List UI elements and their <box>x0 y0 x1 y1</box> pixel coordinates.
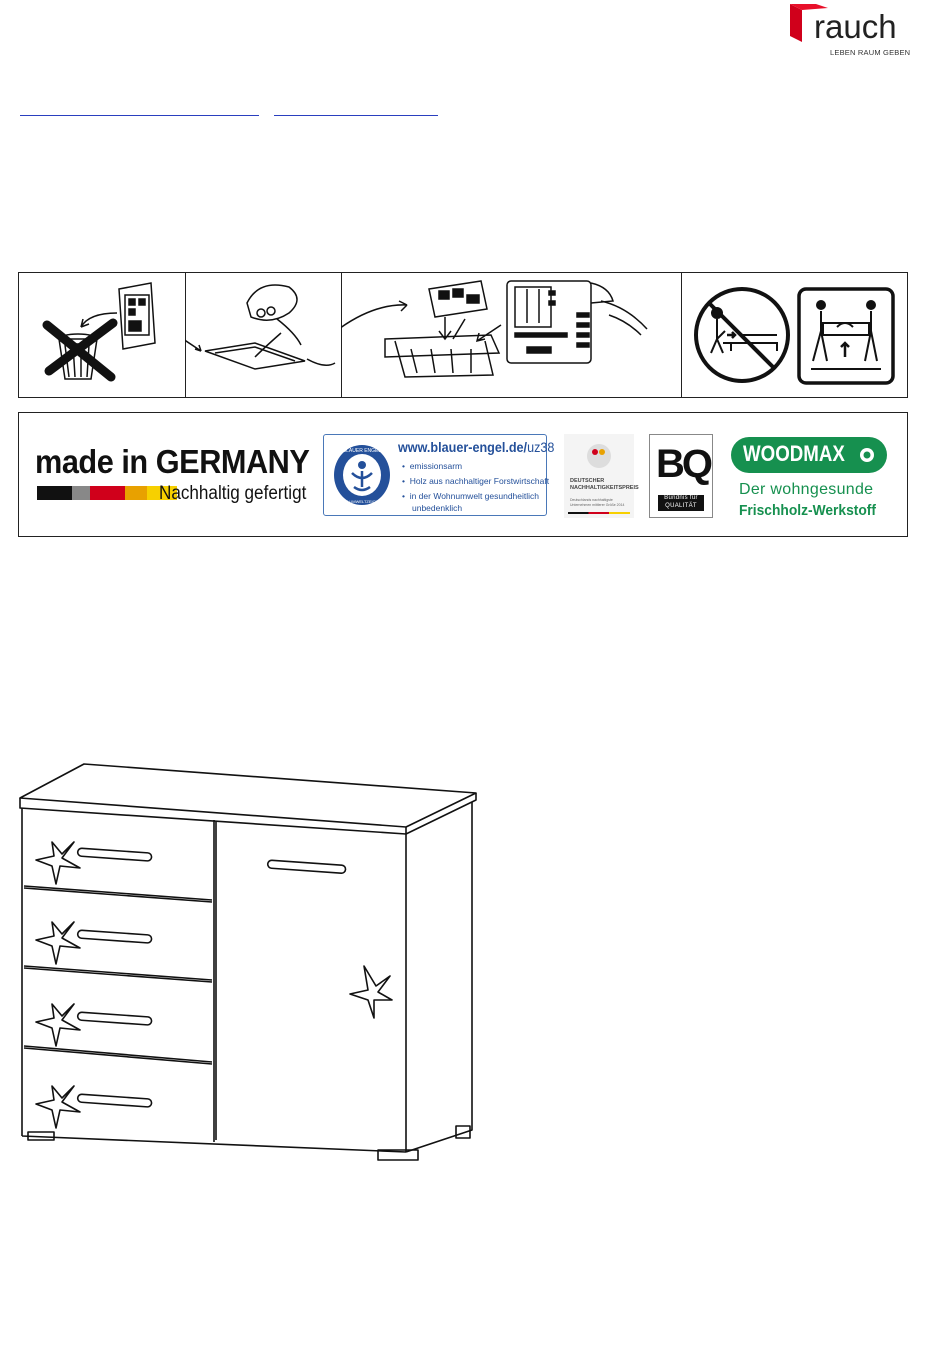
panel-keep-parts <box>341 273 682 397</box>
star-decoration <box>36 1004 80 1046</box>
woodmax-line2: Frischholz-Werkstoff <box>739 502 876 519</box>
hyperlink-2[interactable] <box>274 115 438 116</box>
drawer-handle <box>77 1012 151 1025</box>
no-push-lift-icon <box>681 273 907 397</box>
title-line: NACHHALTIGKEITSPREIS <box>570 484 639 491</box>
certifications-panel <box>18 412 908 537</box>
star-decoration <box>36 842 80 884</box>
woodmax-logo <box>731 437 887 473</box>
mini-flag <box>568 512 630 514</box>
bq-badge <box>649 434 713 518</box>
bq-caption <box>658 495 704 511</box>
blauer-engel-item: • emissionsarm <box>402 461 463 471</box>
made-in-germany-title: made in GERMANY <box>35 443 310 480</box>
woodmax-gear-icon <box>857 445 877 465</box>
panel-read-instructions <box>185 273 342 397</box>
brand-tagline: LEBEN RAUM GEBEN <box>830 48 911 57</box>
blauer-engel-code: uz38 <box>527 439 555 455</box>
caption-line: QUALITÄT <box>665 502 697 509</box>
woodmax-line1: Der wohngesunde <box>739 481 874 498</box>
hyperlink-1[interactable] <box>20 115 259 116</box>
person-reading-icon <box>185 273 341 397</box>
drawer-handle <box>77 930 151 943</box>
woodmax-name: WOODMAX <box>743 441 845 466</box>
panel-lift-furniture <box>681 273 907 397</box>
folder-and-parts-icon <box>341 273 681 397</box>
drawer-handle <box>77 1094 151 1107</box>
blauer-engel-item-text: in der Wohnumwelt gesundheitlich <box>409 491 540 501</box>
blauer-engel-url <box>398 439 554 455</box>
flag-black-stripe <box>37 486 72 500</box>
star-decoration <box>36 922 80 964</box>
nachhaltigkeitspreis-title <box>570 478 639 491</box>
trash-crossed-icon <box>19 273 185 397</box>
blauer-engel-item-text: emissionsarm <box>409 461 463 471</box>
star-decoration <box>350 966 392 1018</box>
blauer-engel-item: • in der Wohnumwelt gesundheitlich <box>402 491 540 501</box>
blauer-engel-url-base: www.blauer-engel.de/ <box>398 439 528 455</box>
blauer-engel-item-text: Holz aus nachhaltiger Forstwirtschaft <box>409 476 550 486</box>
blauer-engel-item: • Holz aus nachhaltiger Forstwirtschaft <box>402 476 550 486</box>
made-in-germany-subtitle: Nachhaltig gefertigt <box>159 483 307 504</box>
seal-top-text: BLAUER ENGEL <box>342 448 382 454</box>
brand-name: rauch <box>814 8 897 45</box>
rauch-logo <box>788 2 910 60</box>
nachhaltigkeitspreis-icon <box>586 440 612 472</box>
blauer-engel-item-continued: unbedenklich <box>412 503 463 513</box>
star-decoration <box>36 1086 80 1128</box>
door-handle <box>267 860 345 873</box>
bq-letters: BQ <box>656 442 710 486</box>
blauer-engel-seal-icon <box>332 443 392 507</box>
nachhaltigkeitspreis-badge <box>564 434 639 518</box>
blauer-engel-badge <box>323 434 555 516</box>
flag-orange-stripe <box>125 486 147 500</box>
instructions-panel <box>18 272 908 398</box>
drawer-divider <box>24 1046 212 1064</box>
drawer-handle <box>77 848 151 861</box>
nachhaltigkeitspreis-caption <box>570 498 634 507</box>
title-line: DEUTSCHER <box>570 478 605 484</box>
caption-line: Unternehmen mittlerer Größe 2014 <box>570 502 625 507</box>
flag-red-stripe <box>90 486 125 500</box>
drawer-divider <box>24 886 212 902</box>
flag-gray-stripe <box>72 486 90 500</box>
drawer-divider <box>24 966 212 982</box>
seal-bottom-text: DAS UMWELTZEICHEN <box>340 499 384 504</box>
caption-line: Deutschlands nachhaltigste <box>570 498 613 502</box>
panel-do-not-discard <box>19 273 186 397</box>
caption-line: Bündnis für <box>664 495 698 501</box>
dresser-drawing <box>0 750 500 1170</box>
dresser-top <box>20 764 476 827</box>
